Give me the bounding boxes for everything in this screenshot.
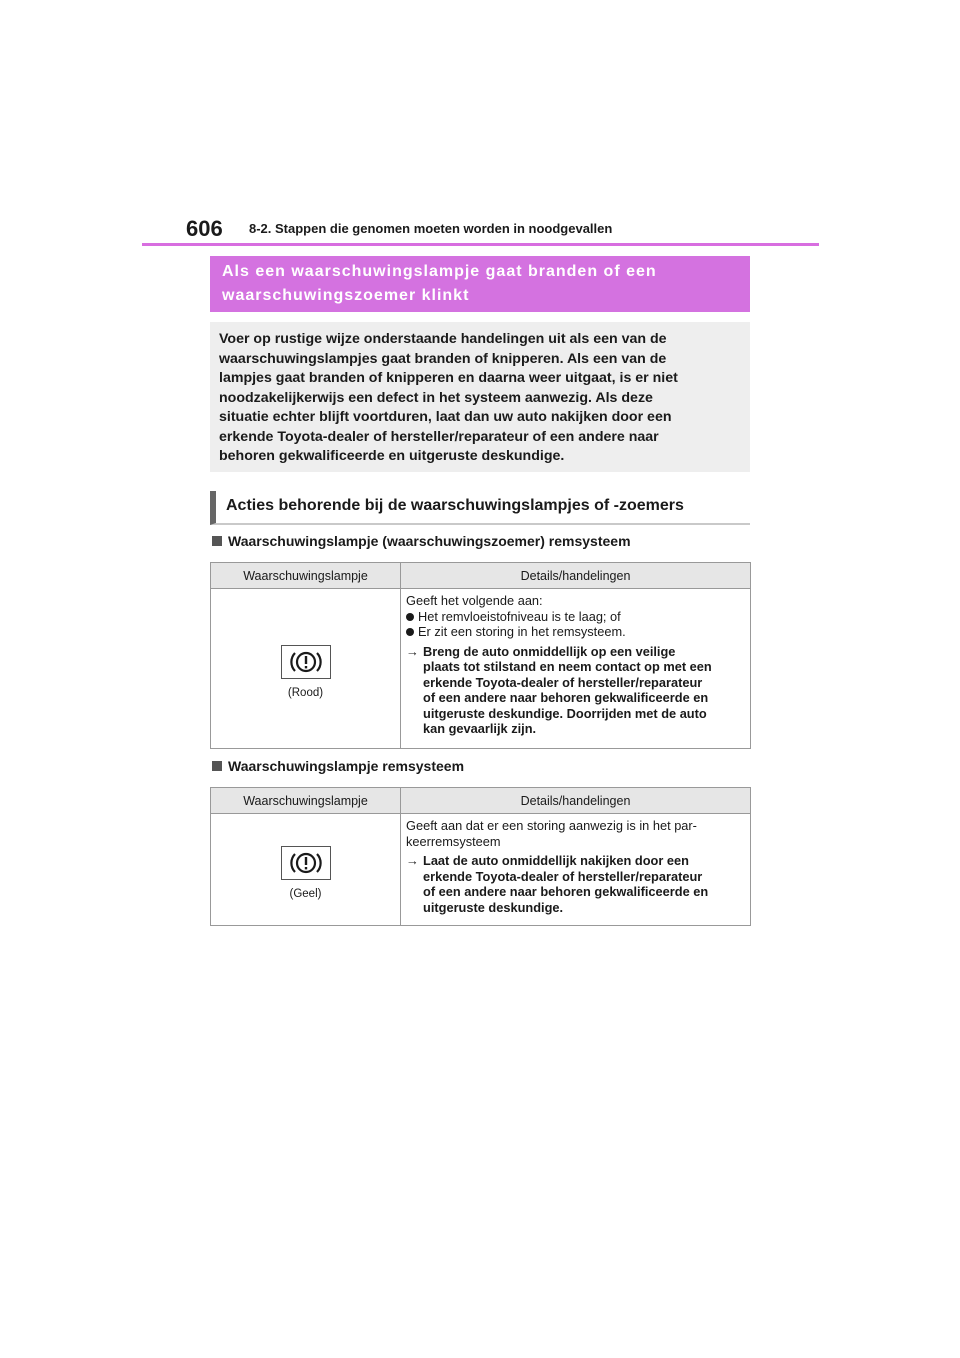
action-line: of een andere naar behoren gekwalificeerde en — [423, 690, 709, 705]
subsection-title-text: Waarschuwingslampje remsysteem — [228, 758, 465, 774]
action-line: plaats tot stilstand en neem contact op met een — [423, 659, 712, 674]
action-line: of een andere naar behoren gekwalificeerde en — [423, 884, 709, 899]
warning-table-brake — [210, 562, 751, 749]
subsection-title — [212, 758, 464, 774]
table-row — [211, 814, 751, 926]
column-header-lamp: Waarschuwingslampje — [211, 563, 401, 589]
section-banner — [210, 256, 750, 312]
action-line: Breng de auto onmiddellijk op een veilige — [423, 643, 676, 659]
action-line: kan gevaarlijk zijn. — [423, 721, 537, 736]
intro-line: erkende Toyota-dealer of hersteller/reparateur of een andere naar — [219, 428, 659, 445]
brake-warning-icon-svg — [286, 648, 326, 676]
arrow-right-icon: → — [406, 853, 419, 868]
lamp-color-label: (Rood) — [287, 686, 324, 699]
intro-line: behoren gekwalificeerde en uitgeruste deskundige. — [219, 448, 565, 464]
square-bullet-icon — [212, 536, 222, 546]
table-header-row — [211, 563, 751, 589]
action-instruction — [406, 853, 744, 915]
intro-line: Voer op rustige wijze onderstaande handelingen uit als een van de — [219, 331, 667, 347]
table-header-row — [211, 788, 751, 814]
section-heading: Acties behorende bij de waarschuwingslampjes of -zoemers — [210, 491, 750, 525]
list-item — [406, 624, 744, 640]
details-cell — [401, 814, 751, 926]
action-instruction — [406, 644, 744, 737]
brake-warning-icon-svg — [286, 849, 326, 877]
column-header-lamp: Waarschuwingslampje — [211, 788, 401, 814]
header-divider — [142, 243, 819, 246]
lamp-cell — [211, 589, 401, 749]
details-cell — [401, 589, 751, 749]
intro-line: waarschuwingslampjes gaat branden of knipperen. Als een van de — [219, 350, 667, 367]
banner-line: Als een waarschuwingslampje gaat branden of een — [222, 263, 657, 280]
action-line: uitgeruste deskundige. — [423, 899, 564, 915]
lamp-color-label: (Geel) — [289, 887, 322, 900]
brake-warning-icon — [281, 846, 331, 880]
list-item-text: Het remvloeistofniveau is te laag; of — [418, 608, 621, 624]
column-header-details: Details/handelingen — [401, 563, 751, 589]
action-line: erkende Toyota-dealer of hersteller/reparateur — [423, 868, 703, 884]
intro-paragraph — [210, 322, 750, 472]
action-line: uitgeruste deskundige. Doorrijden met de auto — [423, 705, 707, 721]
list-item-text: Er zit een storing in het remsysteem. — [418, 624, 626, 639]
banner-line: waarschuwingszoemer klinkt — [222, 287, 470, 304]
list-item — [406, 609, 744, 625]
chapter-title: 8-2. Stappen die genomen moeten worden in noodgevallen — [249, 221, 613, 236]
intro-line: lampjes gaat branden of knipperen en daarna weer uitgaat, is er niet — [219, 370, 678, 386]
action-line: Laat de auto onmiddellijk nakijken door een — [423, 853, 689, 868]
arrow-right-icon: → — [406, 643, 419, 659]
intro-line: situatie echter blijft voortduren, laat dan uw auto nakijken door een — [219, 409, 672, 425]
column-header-details: Details/handelingen — [401, 788, 751, 814]
bullet-icon — [406, 613, 414, 621]
page-number: 606 — [186, 216, 223, 241]
subsection-title — [212, 533, 631, 549]
brake-warning-icon — [281, 645, 331, 679]
details-intro: keerremsysteem — [406, 833, 501, 849]
details-intro: Geeft aan dat er een storing aanwezig is in het par- — [406, 818, 697, 833]
details-intro: Geeft het volgende aan: — [406, 593, 543, 608]
warning-table-parking-brake — [210, 787, 751, 926]
bullet-icon — [406, 628, 414, 636]
action-line: erkende Toyota-dealer of hersteller/reparateur — [423, 674, 703, 690]
square-bullet-icon — [212, 761, 222, 771]
lamp-cell — [211, 814, 401, 926]
subsection-title-text: Waarschuwingslampje (waarschuwingszoemer) remsysteem — [228, 533, 631, 549]
table-row — [211, 589, 751, 749]
intro-line: noodzakelijkerwijs een defect in het systeem aanwezig. Als deze — [219, 389, 653, 406]
